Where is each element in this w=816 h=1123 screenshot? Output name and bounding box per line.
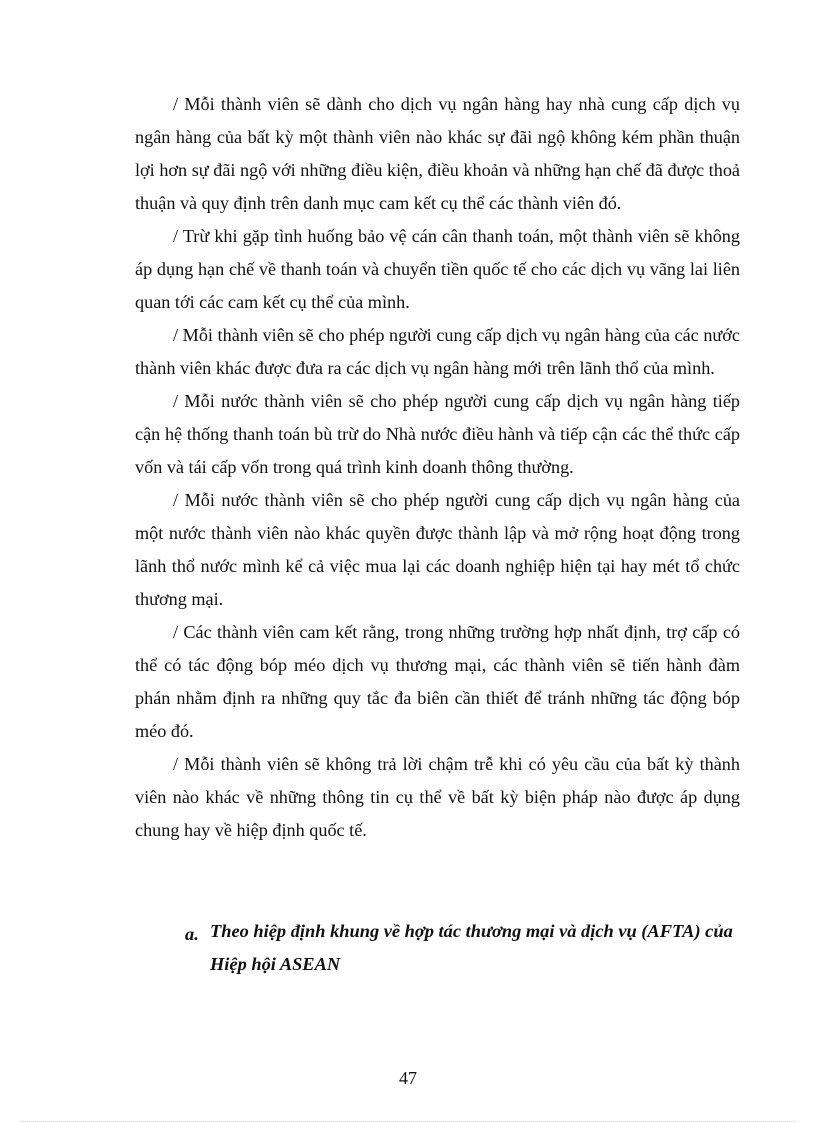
paragraph-2: / Trừ khi gặp tình huống bảo vệ cán cân thanh toán, một thành viên sẽ không áp dụng hạn chế về thanh toán và chuyển tiền quốc tế cho các dịch vụ vãng lai liên quan tới các cam kết cụ thể của mình. [135,226,740,312]
paragraph-7: / Mỗi thành viên sẽ không trả lời chậm trễ khi có yêu cầu của bất kỳ thành viên nào khác về những thông tin cụ thể về bất kỳ biện pháp nào được áp dụng chung hay về hiệp định quốc tế. [135,754,740,840]
paragraph-5: / Mỗi nước thành viên sẽ cho phép người cung cấp dịch vụ ngân hàng của một nước thành viên nào khác quyền được thành lập và mở rộng hoạt động trong lãnh thổ nước mình kể cả việc mua lại các doanh nghiệp hiện tại hay mét tổ chức thương mại. [135,490,740,609]
paragraph-4: / Mỗi nước thành viên sẽ cho phép người cung cấp dịch vụ ngân hàng tiếp cận hệ thống thanh toán bù trừ do Nhà nước điều hành và tiếp cận các thể thức cấp vốn và tái cấp vốn trong quá trình kinh doanh thông thường. [135,391,740,477]
paragraph-3: / Mỗi thành viên sẽ cho phép người cung cấp dịch vụ ngân hàng của các nước thành viên khác được đưa ra các dịch vụ ngân hàng mới trên lãnh thổ của mình. [135,325,740,378]
paragraph-1: / Mỗi thành viên sẽ dành cho dịch vụ ngân hàng hay nhà cung cấp dịch vụ ngân hàng của bất kỳ một thành viên nào khác sự đãi ngộ không kém phần thuận lợi hơn sự đãi ngộ với những điều kiện, điều khoản và những hạn chế đã được thoả thuận và quy định trên danh mục cam kết cụ thể các thành viên đó. [135,94,740,213]
paragraph-6: / Các thành viên cam kết rằng, trong những trường hợp nhất định, trợ cấp có thể có tác động bóp méo dịch vụ thương mại, các thành viên sẽ tiến hành đàm phán nhằm định ra những quy tắc đa biên cần thiết để tránh những tác động bóp méo đó. [135,622,740,741]
section-marker: a. [185,924,199,944]
page-number: 47 [399,1068,417,1088]
document-body [135,88,740,847]
footer-divider [20,1121,796,1122]
section-heading [185,915,745,981]
section-heading-text: Theo hiệp định khung về hợp tác thương mại và dịch vụ (AFTA) của Hiệp hội ASEAN [210,921,733,974]
